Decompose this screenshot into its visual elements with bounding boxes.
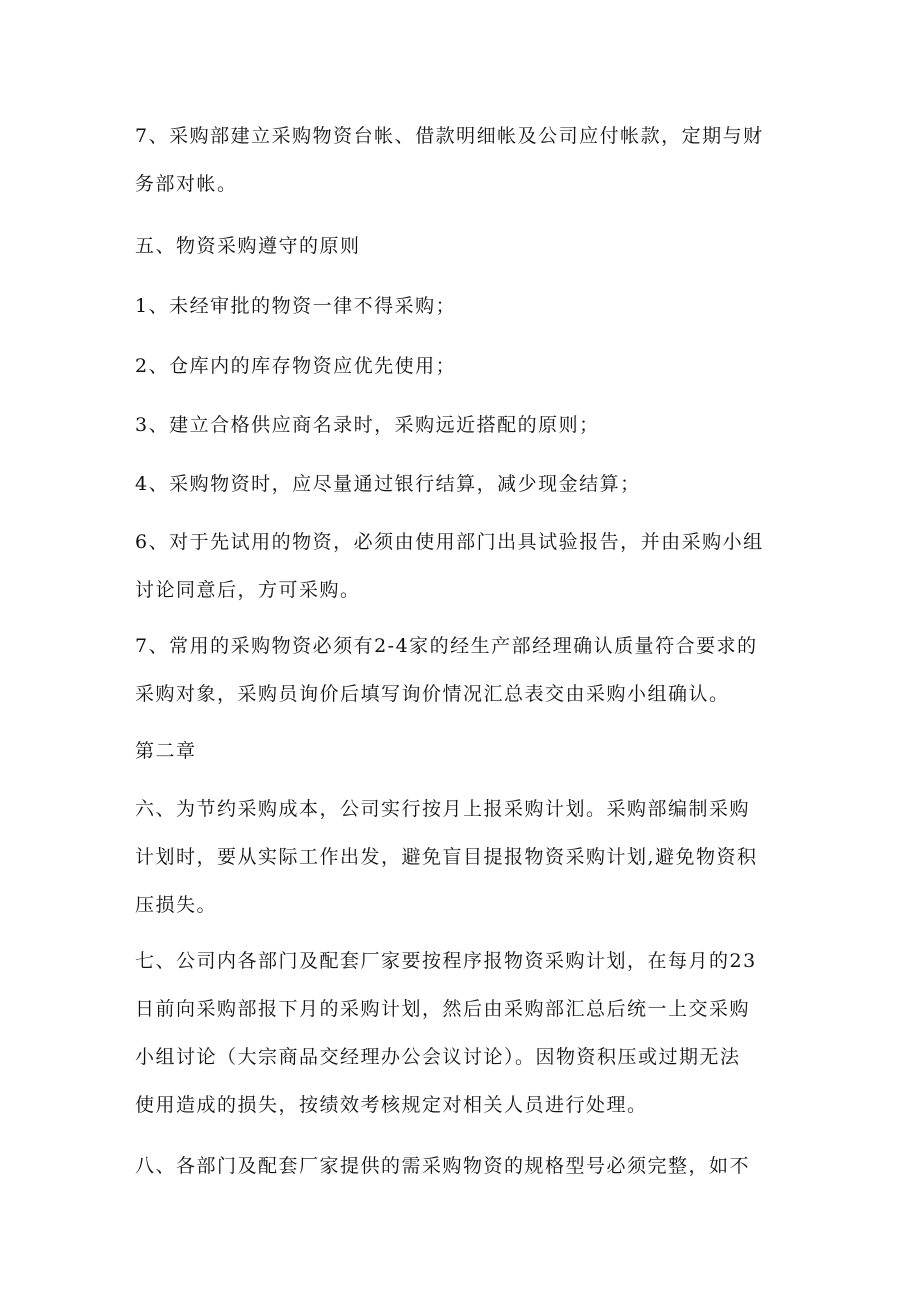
text-line: 小组讨论（大宗商品交经理办公会议讨论）。因物资积压或过期无法 <box>135 1046 741 1068</box>
text-line: 3、建立合格供应商名录时，采购远近搭配的原则； <box>135 414 600 436</box>
text-line: 压损失。 <box>135 894 218 916</box>
heading-text: 五、物资采购遵守的原则 <box>135 235 361 257</box>
text-line: 六、为节约采购成本，公司实行按月上报采购计划。采购部编制采购 <box>135 798 751 820</box>
text-line: 日前向采购部报下月的采购计划，然后由采购部汇总后统一上交采购 <box>135 998 751 1020</box>
text-line: 讨论同意后，方可采购。 <box>135 579 361 601</box>
text-line: 4、采购物资时，应尽量通过银行结算，减少现金结算； <box>135 473 641 495</box>
text-line: 使用造成的损失，按绩效考核规定对相关人员进行处理。 <box>135 1094 648 1116</box>
text-line: 2、仓库内的库存物资应优先使用； <box>135 355 457 377</box>
text-line: 计划时，要从实际工作出发，避免盲目提报物资采购计划,避免物资积 <box>135 846 758 868</box>
text-line: 6、对于先试用的物资，必须由使用部门出具试验报告，并由采购小组 <box>135 531 764 553</box>
text-line: 七、公司内各部门及配套厂家要按程序报物资采购计划，在每月的23 <box>135 950 757 972</box>
text-line: 务部对帐。 <box>135 173 238 195</box>
text-line: 采购对象，采购员询价后填写询价情况汇总表交由采购小组确认。 <box>135 683 730 705</box>
text-line: 1、未经审批的物资一律不得采购； <box>135 295 457 317</box>
heading-text: 第二章 <box>135 740 197 762</box>
text-line: 7、采购部建立采购物资台帐、借款明细帐及公司应付帐款，定期与财 <box>135 125 764 147</box>
text-line: 7、常用的采购物资必须有2-4家的经生产部经理确认质量符合要求的 <box>135 635 758 657</box>
text-line: 八、各部门及配套厂家提供的需采购物资的规格型号必须完整，如不 <box>135 1155 751 1177</box>
